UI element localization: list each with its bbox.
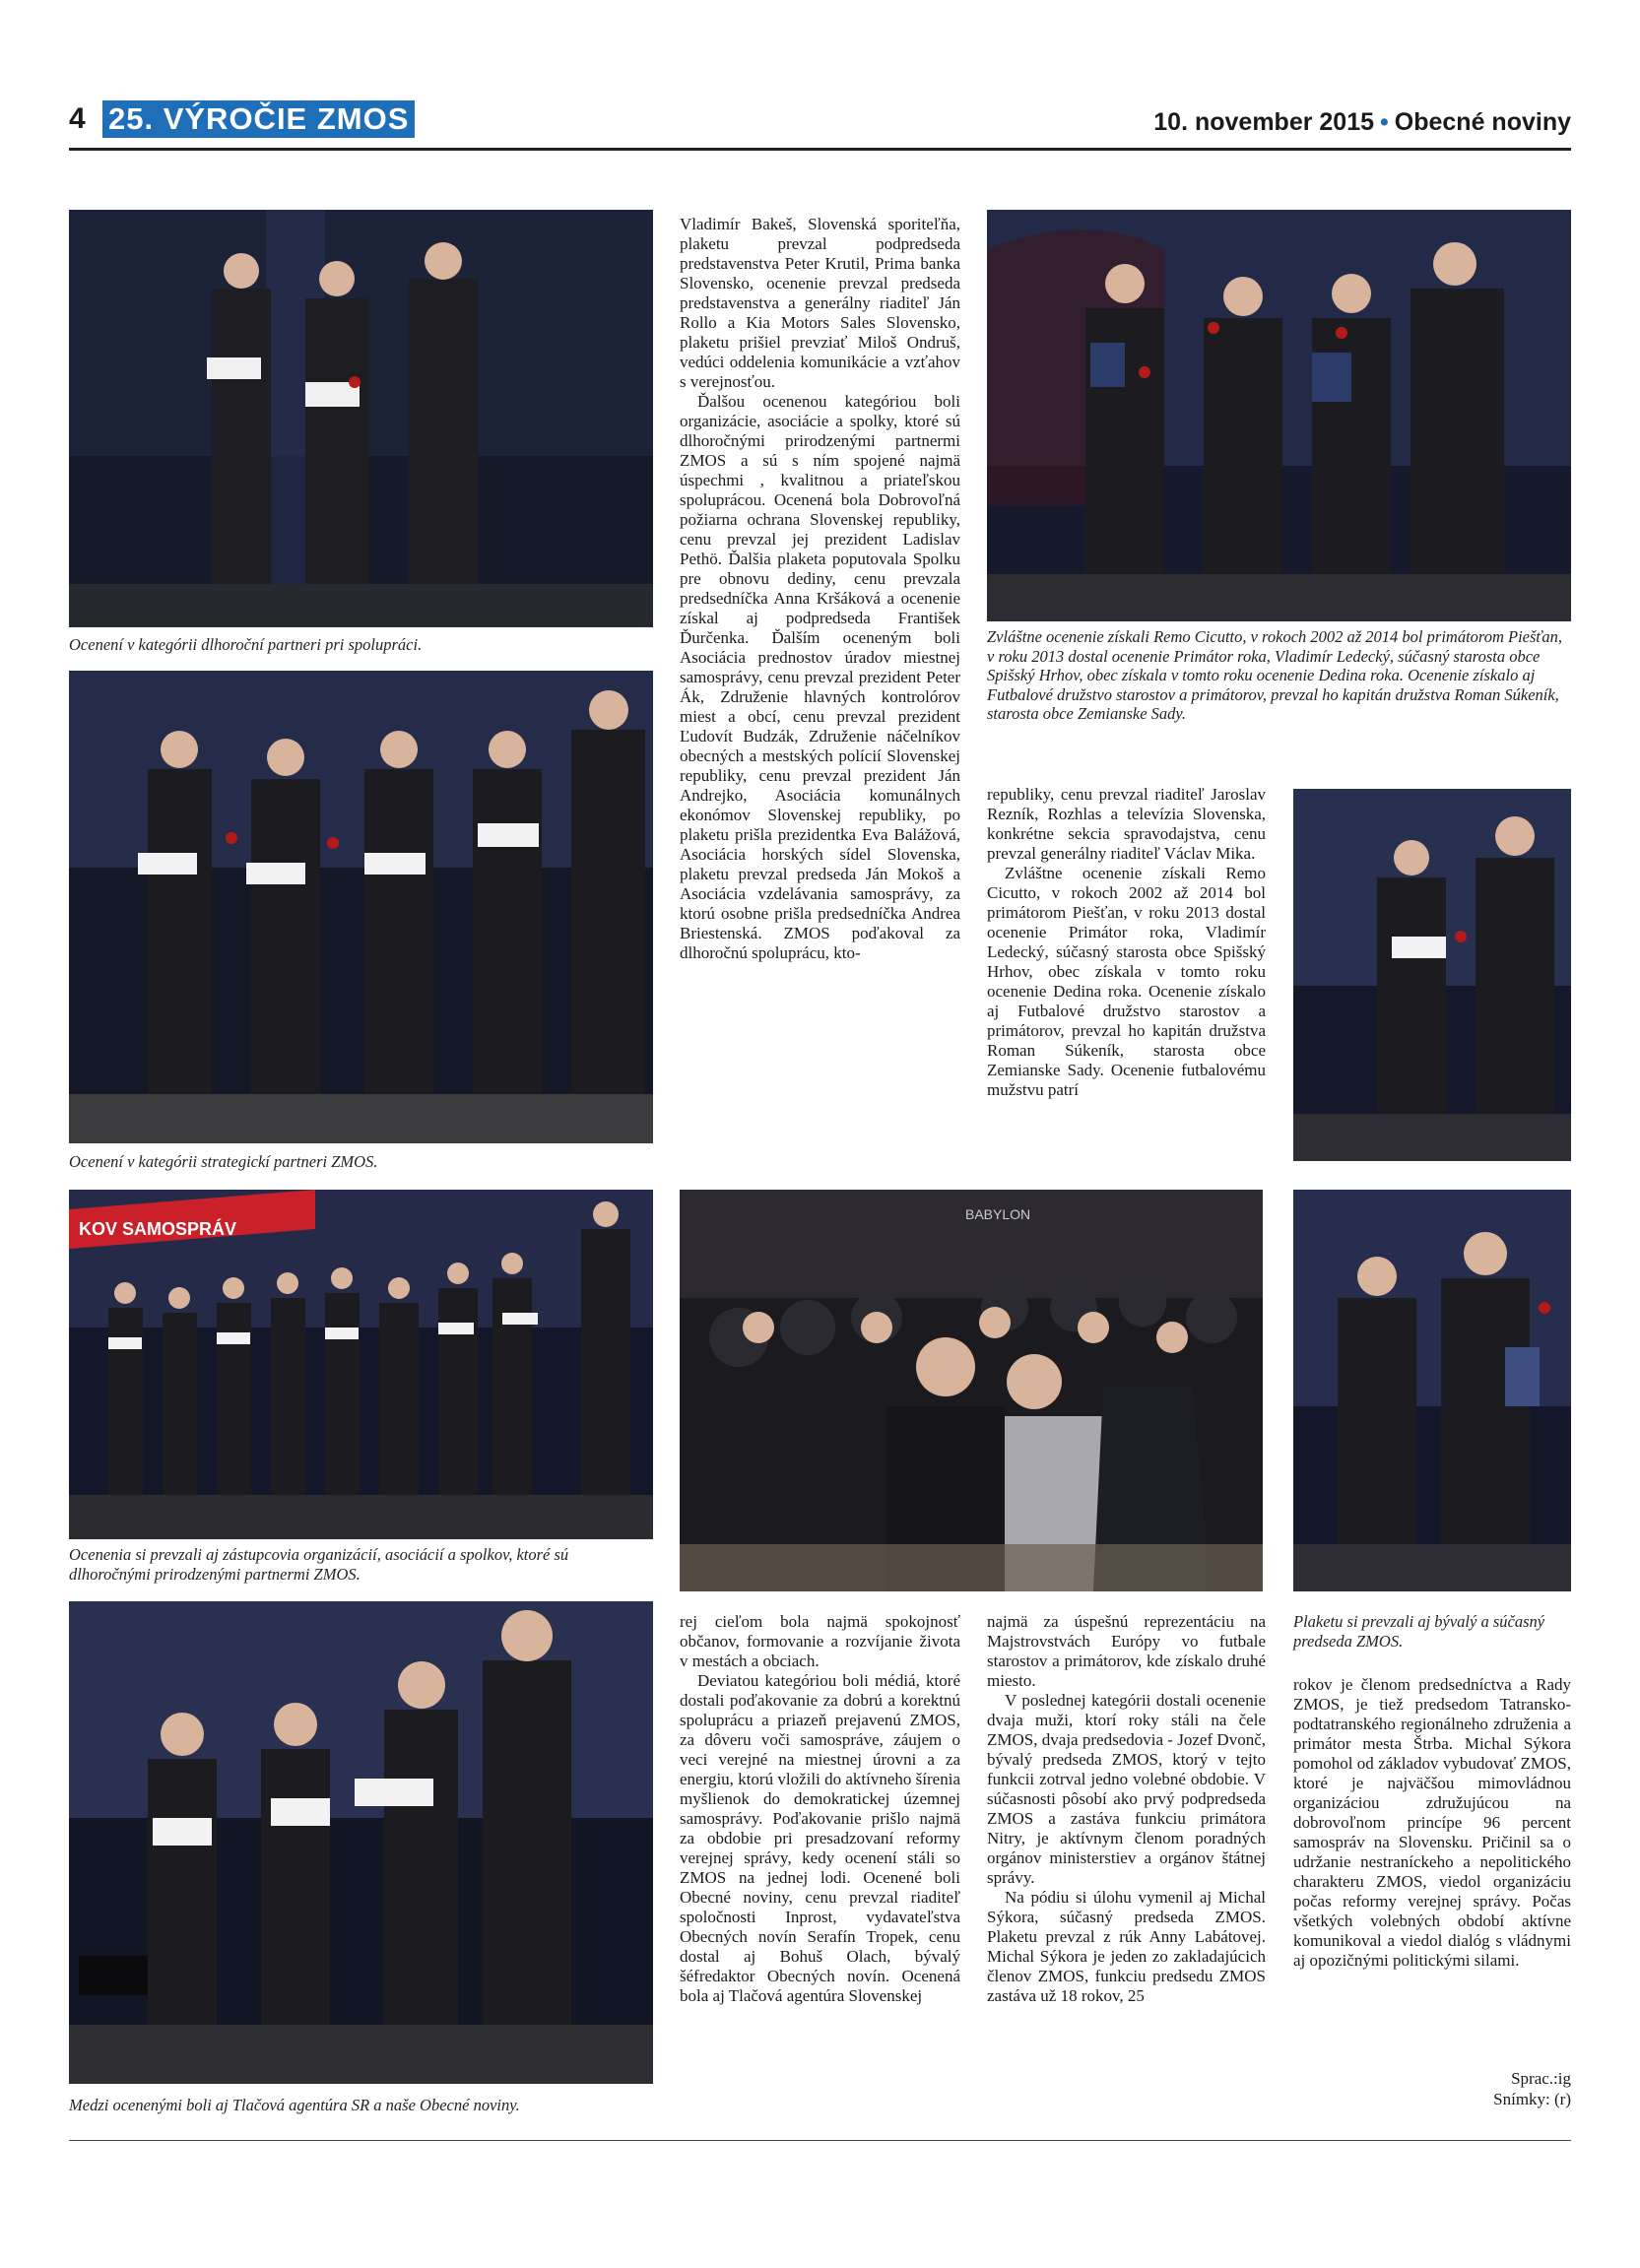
paragraph: Zvláštne ocenenie získali Remo Cicutto, v rokoch 2002 až 2014 bol primátorom Piešťan, v roku 2013 dostal ocenenie Primátor roka, Vladimír Ledecký, súčasný starosta obce Spišský Hrhov, obec získala v tomto roku ocenenie Dedina roka. Ocenenie získalo aj Futbalové družstvo starostov a primátorov, prevzal ho kapitán družstva Roman Súkeník, starosta obce Zemianske Sady. Ocenenie futbalovému mužstvu patrí: [987, 864, 1266, 1099]
photo-strategic-partners-image: [69, 671, 653, 1143]
caption-photo-4: Medzi ocenenými boli aj Tlačová agentúra SR a naše Obecné noviny.: [69, 2096, 520, 2114]
photo-special-award-image: [987, 210, 1571, 621]
credit-photos: Snímky: (r): [1493, 2090, 1571, 2108]
photo-chairmen-image: [1293, 1190, 1571, 1591]
paragraph: najmä za úspešnú reprezentáciu na Majstrovstvách Európy vo futbale starostov a primátorov, kde získalo druhé miesto.: [987, 1612, 1266, 1690]
article-column-2-top: [680, 215, 960, 963]
banner-text-photo-3: KOV SAMOSPRÁV: [79, 1219, 237, 1239]
credit-prepared: Sprac.:ig: [1511, 2069, 1571, 2088]
photo-organizations: [69, 1190, 653, 1539]
separator-dot: •: [1380, 108, 1389, 136]
photo-audience-image: [680, 1190, 1263, 1591]
photo-two-men-stage: [1293, 789, 1571, 1161]
paragraph: republiky, cenu prevzal riaditeľ Jaroslav Rezník, Rozhlas a televízia Slovenska, konkrétne sekcia spravodajstva, cenu prevzal generálny riaditeľ Václav Mika.: [987, 785, 1266, 863]
issue-date: 10. november 2015: [1153, 108, 1375, 136]
footer-rule: [69, 2140, 1571, 2141]
photo-media-image: [69, 1601, 653, 2084]
masthead-right: [1153, 108, 1571, 137]
article-column-3-bottom: [987, 1612, 1266, 2006]
photo-two-men-stage-image: [1293, 789, 1571, 1161]
paragraph: rokov je členom predsedníctva a Rady ZMOS, je tiež predsedom Tatransko-podtatranského regionálneho združenia a primátor mesta Štrba. Michal Sýkora pomohol od základov vybudovať ZMOS, ktoré je najväčšou mimovládnou organizáciou združujúcou na dobrovoľnom princípe 96 percent samospráv na Slovensku. Pričinil sa o udržanie nestraníckeho a nepolitického charakteru ZMOS, viedol organizáciu počas reformy verejnej správy. Počas všetkých volebných období aktívne komunikoval a viedol dialóg s vládnymi aj opozičnými politickými silami.: [1293, 1675, 1571, 1970]
paragraph: V poslednej kategórii dostali ocenenie dvaja muži, ktorí roky stáli na čele ZMOS, dvaja predsedovia - Jozef Dvonč, bývalý predseda ZMOS, ktorý v tejto funkcii zotrval jedno volebné obdobie. V súčasnosti pôsobí ako prvý podpredseda ZMOS a zastáva funkciu primátora Nitry, je aktívnym členom poradných orgánov ministerstiev a orgánov štátnej správy.: [987, 1691, 1266, 1887]
section-title: 25. VÝROČIE ZMOS: [102, 100, 415, 138]
banner-text-photo-7: BABYLON: [965, 1206, 1031, 1222]
caption-photo-8: Plaketu si prevzali aj bývalý a súčasný predseda ZMOS.: [1293, 1612, 1545, 1651]
caption-photo-3: Ocenenia si prevzali aj zástupcovia organizácií, asociácií a spolkov, ktoré sú dlhoročnými prirodzenými partnermi ZMOS.: [69, 1545, 569, 1584]
article-column-2-bottom: [680, 1612, 960, 2006]
photo-special-award: [987, 210, 1571, 621]
caption-photo-1: Ocenení v kategórii dlhoroční partneri pri spolupráci.: [69, 635, 423, 654]
article-column-4-bottom: [1293, 1675, 1571, 1971]
photo-media: [69, 1601, 653, 2084]
photo-chairmen: [1293, 1190, 1571, 1591]
paragraph: Deviatou kategóriou boli médiá, ktoré dostali poďakovanie za dobrú a korektnú spoluprácu a priazeň prejavenú ZMOS, za dôveru voči samospráve, záujem o veci verejné na miestnej úrovni a za energiu, ktorú vložili do aktívneho šírenia myšlienok do demokratickej územnej samosprávy. Poďakovanie prišlo najmä za obdobie pri presadzovaní reformy verejnej správy, kedy ocenení stáli so ZMOS na jednej lodi. Ocenené boli Obecné noviny, cenu prevzal riaditeľ spoločnosti Inprost, vydavateľstva Obecných novín Serafín Tropek, cenu dostal aj Bohuš Olach, bývalý šéfredaktor Obecných novín. Ocenená bola aj Tlačová agentúra Slovenskej: [680, 1671, 960, 2005]
caption-photo-5: Zvláštne ocenenie získali Remo Cicutto, v rokoch 2002 až 2014 bol primátorom Piešťan, v roku 2013 dostal ocenenie Primátor roka, Vladimír Ledecký, súčasný starosta obce Spišský Hrhov, obec získala v tomto roku ocenenie Dedina roka. Ocenenie získalo aj Futbalové družstvo starostov a primátorov, prevzal ho kapitán družstva Roman Súkeník, starosta obce Zemianske Sady.: [987, 627, 1563, 723]
page-number: 4: [69, 102, 86, 135]
paragraph: Ďalšou ocenenou kategóriou boli organizácie, asociácie a spolky, ktoré sú dlhoročnými prirodzenými partnermi ZMOS a sú s ním spojené najmä úspechmi , kvalitnou a priateľskou spoluprácou. Ocenená bola Dobrovoľná požiarna ochrana Slovenskej republiky, cenu prevzal jej prezident Ladislav Pethö. Ďalšia plaketa poputovala Spolku pre obnovu dediny, cenu prevzala predsedníčka Anna Kršáková a ocenenie získal aj podpredseda František Ďurčenka. Ďalším oceneným boli Asociácia prednostov úradov miestnej samosprávy, cenu prevzal prezident Peter Ák, Združenie hlavných kontrolórov miest a obcí, cenu prevzal prezident Ľudovít Budzák, Združenie náčelníkov obecných a mestských polícií Slovenskej republiky, cenu prevzal prezident Ján Andrejko, Asociácia komunálnych ekonómov Slovenskej republiky, po plaketu prišla prezidentka Eva Balážová, Asociácia horských sídel Slovenska, plaketu prevzal predseda Ján Mokoš a Asociácia vzdelávania samosprávy, za ktorú osobne prišla predsedníčka Andrea Briestenská. ZMOS poďakoval za dlhoročnú spoluprácu, kto-: [680, 392, 960, 962]
photo-strategic-partners: [69, 671, 653, 1143]
paragraph: Na pódiu si úlohu vymenil aj Michal Sýkora, súčasný predseda ZMOS. Plaketu prevzal z rúk Anny Labátovej. Michal Sýkora je jeden zo zakladajúcich členov ZMOS, funkciu predsedu ZMOS zastáva už 18 rokov, 25: [987, 1888, 1266, 2005]
publication-name: Obecné noviny: [1394, 108, 1571, 136]
photo-organizations-image: [69, 1190, 653, 1539]
paragraph: rej cieľom bola najmä spokojnosť občanov, formovanie a rozvíjanie života v mestách a obciach.: [680, 1612, 960, 1670]
caption-photo-2: Ocenení v kategórii strategickí partneri ZMOS.: [69, 1152, 378, 1171]
article-column-3-mid: [987, 785, 1266, 1100]
photo-partners-1: [69, 210, 653, 627]
photo-audience: [680, 1190, 1263, 1591]
header-rule: [69, 148, 1571, 151]
credits: [1293, 2068, 1571, 2109]
paragraph: Vladimír Bakeš, Slovenská sporiteľňa, plaketu prevzal podpredseda predstavenstva Peter Krutil, Prima banka Slovensko, ocenenie prevzal predseda predstavenstva a generálny riaditeľ Ján Rollo a Kia Motors Sales Slovensko, plaketu prišiel prevziať Miloš Ondruš, vedúci oddelenia komunikácie a vzťahov s verejnosťou.: [680, 215, 960, 391]
photo-partners-1-image: [69, 210, 653, 627]
